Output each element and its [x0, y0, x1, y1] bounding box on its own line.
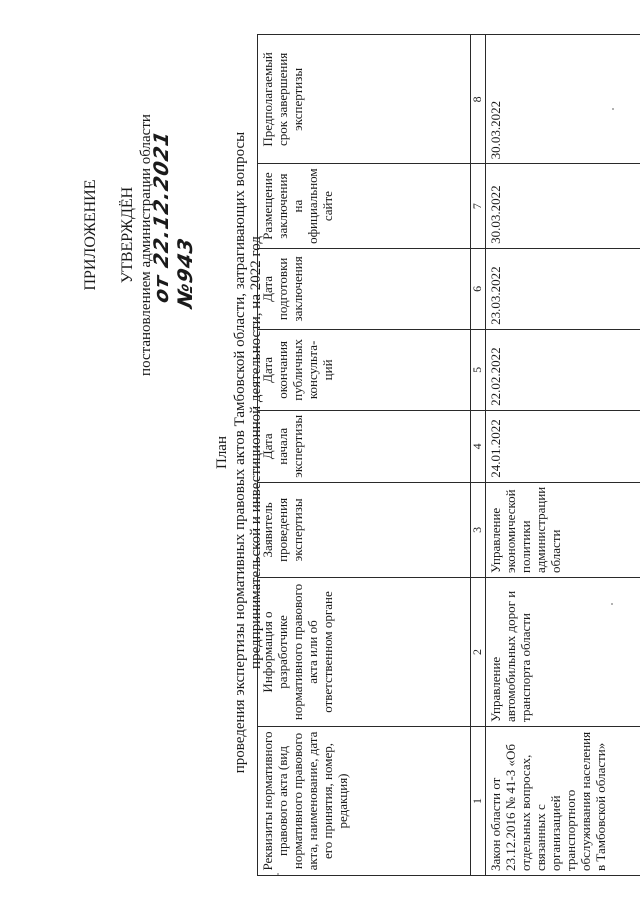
- column-header: Дата подготовки заключения: [258, 248, 471, 329]
- column-number-row: [471, 35, 486, 876]
- column-number: 5: [471, 329, 486, 410]
- conclusion-date-cell: 23.03.2022: [486, 248, 640, 329]
- table-header-row: [258, 35, 471, 876]
- expertise-plan-table: [257, 34, 640, 876]
- column-header: Предполагаемый срок завершения экспертизы: [258, 35, 471, 164]
- column-header: Информация о разработчике нормативного правового акта или об ответственном органе: [258, 578, 471, 727]
- column-header: Реквизиты нормативного правового акта (вид нормативного правового акта, наименование, дата его принятия, номер, редакция): [258, 727, 471, 876]
- appendix-heading: ПРИЛОЖЕНИЕ: [82, 179, 99, 291]
- consultation-end-date-cell: 22.02.2022: [486, 329, 640, 410]
- column-number: 8: [471, 35, 486, 164]
- plan-subtitle-line1: проведения экспертизы нормативных правовых актов Тамбовской области, затрагивающих вопросы: [232, 131, 248, 774]
- publication-date-cell: 30.03.2022: [486, 164, 640, 249]
- column-number: 3: [471, 482, 486, 577]
- column-header: Дата начала экспертизы: [258, 410, 471, 482]
- decree-date-handwritten: от 22.12.2021 №943: [149, 128, 197, 311]
- column-header: Заявитель проведения экспертизы: [258, 482, 471, 577]
- plan-title: План: [214, 436, 230, 470]
- column-number: 7: [471, 164, 486, 249]
- act-details-cell: Закон области от 23.12.2016 № 41-З «Об отдельных вопросах, связанных с организацией транспортного обслуживания населения в Тамбовской области»: [486, 727, 640, 876]
- scan-speck: [277, 873, 279, 875]
- column-number: 2: [471, 578, 486, 727]
- table-row: [486, 35, 640, 876]
- plan-subtitle-line2: предпринимательской и инвестиционной деятельности, на 2022 год: [248, 236, 264, 669]
- column-header: Размещение заключения на официальном сайте: [258, 164, 471, 249]
- applicant-cell: Управление экономической политики администрации области: [486, 482, 640, 577]
- completion-date-cell: 30.03.2022: [486, 35, 640, 164]
- column-header: Дата окончания публичных консульта-ций: [258, 329, 471, 410]
- approved-heading: УТВЕРЖДЁН: [119, 186, 136, 284]
- column-number: 6: [471, 248, 486, 329]
- start-date-cell: 24.01.2022: [486, 410, 640, 482]
- developer-cell: Управление автомобильных дорог и транспорта области: [486, 578, 640, 727]
- column-number: 4: [471, 410, 486, 482]
- decree-line: постановлением администрации области: [138, 114, 154, 376]
- column-number: 1: [471, 727, 486, 876]
- scan-speck: [612, 108, 614, 110]
- scan-speck: [611, 603, 613, 605]
